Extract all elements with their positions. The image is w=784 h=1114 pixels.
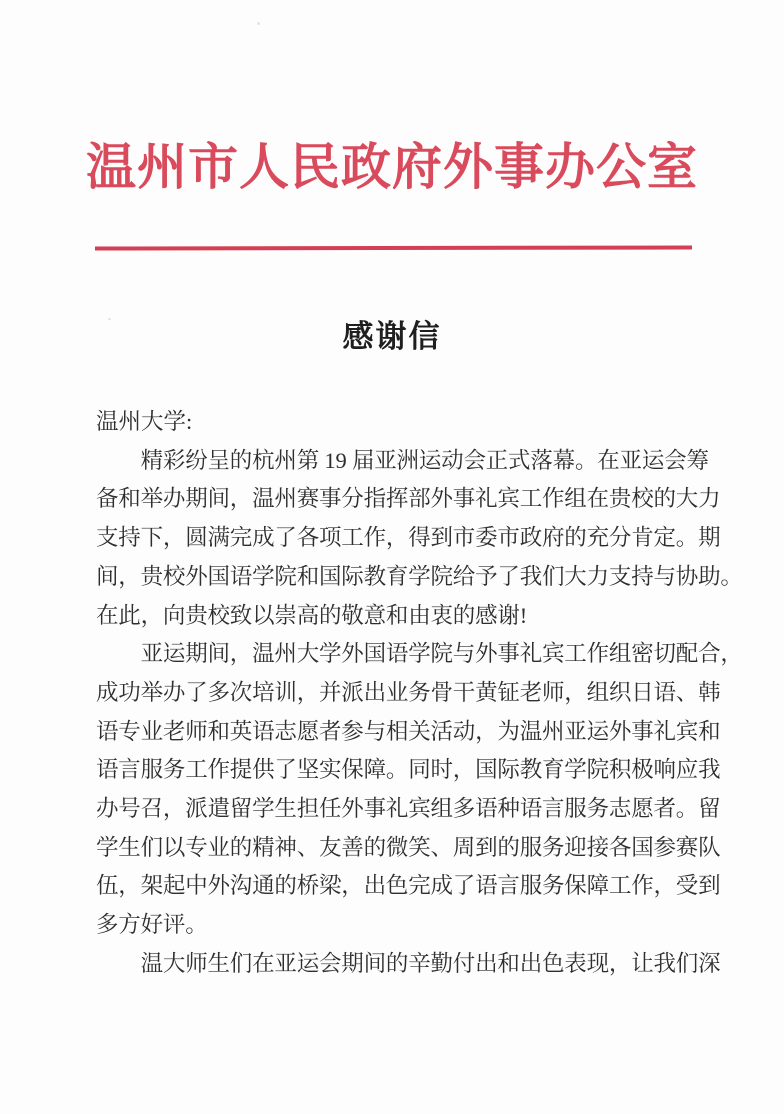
letterhead-divider-rule — [95, 245, 692, 250]
body-line: 语言服务工作提供了坚实保障。同时，国际教育学院积极响应我 — [96, 757, 721, 783]
body-line: 亚运期间，温州大学外国语学院与外事礼宾工作组密切配合， — [96, 641, 743, 667]
body-line: 间，贵校外国语学院和国际教育学院给予了我们大力支持与协助。 — [96, 563, 743, 589]
body-lines — [96, 442, 743, 984]
body-line: 语专业老师和英语志愿者参与相关活动，为温州亚运外事礼宾和 — [96, 718, 721, 744]
body-line: 在此，向贵校致以崇高的敬意和由衷的感谢! — [96, 602, 527, 628]
body-line: 多方好评。 — [96, 912, 208, 938]
scan-artifact-speck — [108, 318, 111, 320]
letter-body — [96, 403, 743, 984]
body-line: 伍，架起中外沟通的桥梁，出色完成了语言服务保障工作，受到 — [96, 873, 721, 899]
body-line: 支持下，圆满完成了各项工作，得到市委市政府的充分肯定。期 — [96, 525, 721, 551]
salutation: 温州大学: — [96, 409, 193, 434]
letter-heading: 感谢信 — [342, 319, 442, 354]
body-line: 温大师生们在亚运会期间的辛勤付出和出色表现，让我们深 — [96, 950, 721, 976]
body-line: 备和举办期间，温州赛事分指挥部外事礼宾工作组在贵校的大力 — [96, 486, 721, 512]
body-line: 精彩纷呈的杭州第 19 届亚洲运动会正式落幕。在亚运会筹 — [96, 447, 709, 473]
body-line: 学生们以专业的精神、友善的微笑、周到的服务迎接各国参赛队 — [96, 834, 721, 860]
letterhead-title: 温州市人民政府外事办公室 — [86, 139, 698, 195]
body-line: 成功举办了多次培训，并派出业务骨干黄钲老师，组织日语、韩 — [96, 679, 721, 705]
scan-artifact-speck — [257, 22, 260, 25]
body-line: 办号召，派遣留学生担任外事礼宾组多语种语言服务志愿者。留 — [96, 796, 721, 822]
